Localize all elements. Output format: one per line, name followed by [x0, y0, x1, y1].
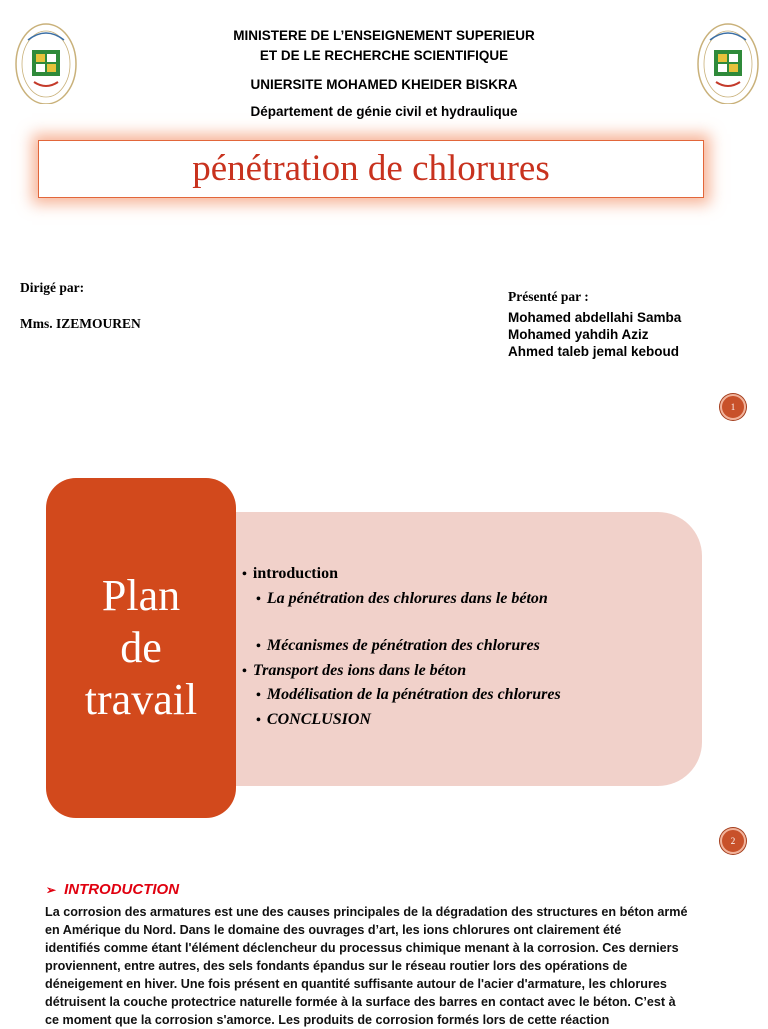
document-title: pénétration de chlorures: [192, 148, 550, 189]
department-name: Département de génie civil et hydraulique: [250, 104, 518, 119]
list-item: [242, 634, 561, 659]
arrow-bullet-icon: ➢: [46, 883, 57, 897]
introduction-paragraph: [45, 903, 748, 1029]
list-item: [242, 562, 561, 587]
bullet-icon: •: [256, 712, 261, 728]
plan-item-label: CONCLUSION: [266, 710, 371, 728]
university-name: UNIERSITE MOHAMED KHEIDER BISKRA: [250, 77, 518, 92]
list-item: [242, 683, 561, 708]
paragraph-line: déneigement en hiver. Une fois présent en quantité suffisante autour de l'acier d'armature, les chlorures: [45, 977, 667, 991]
plan-item-label: Transport des ions dans le béton: [252, 661, 467, 679]
bullet-icon: •: [256, 639, 261, 654]
paragraph-line: La corrosion des armatures est une des causes principales de la dégradation des structures en béton armé: [45, 905, 688, 919]
plan-item-label: Mécanismes de pénétration des chlorures: [266, 637, 540, 654]
presenter-name: Mohamed abdellahi Samba: [508, 310, 682, 325]
bullet-icon: •: [242, 567, 247, 582]
plan-item-label: Modélisation de la pénétration des chlorures: [266, 686, 561, 703]
presenter-name: Ahmed taleb jemal keboud: [508, 344, 680, 359]
bullet-icon: •: [256, 688, 261, 703]
university-logo-right: [696, 20, 760, 104]
bullet-icon: •: [256, 591, 261, 607]
plan-title-line: Plan: [101, 571, 181, 620]
plan-title-line: de: [120, 623, 162, 672]
title-box: [38, 140, 704, 198]
plan-item-label: introduction: [252, 565, 338, 582]
supervisor-label: Dirigé par:: [20, 280, 85, 295]
plan-list: [242, 562, 561, 732]
introduction-heading-text: INTRODUCTION: [64, 881, 180, 898]
page-number-badge: 2: [720, 828, 746, 854]
list-item: [242, 659, 561, 684]
supervisor-name: Mms. IZEMOUREN: [20, 316, 141, 331]
bullet-icon: •: [242, 663, 247, 679]
paragraph-line: détruisent la couche protectrice naturelle formée à la surface des barres en contact avec le béton. C’est à: [45, 995, 676, 1009]
plan-title-box: [46, 478, 236, 818]
page-number-badge: 1: [720, 394, 746, 420]
university-logo-left: [14, 20, 78, 104]
list-item: [242, 708, 561, 733]
plan-title-line: travail: [84, 675, 198, 724]
list-item: [242, 587, 561, 612]
paragraph-line: proviennent, entre autres, des sels fondants épandus sur le réseau routier lors des opérations de: [45, 959, 628, 973]
presenters-label: Présenté par :: [508, 289, 589, 304]
ministry-line-1: MINISTERE DE L’ENSEIGNEMENT SUPERIEUR: [233, 28, 535, 43]
presenter-name: Mohamed yahdih Aziz: [508, 327, 649, 342]
presenters-list: [508, 309, 681, 360]
introduction-heading: [46, 881, 179, 898]
paragraph-line: identifiés comme étant l'élément déclencheur du processus chimique menant à la corrosion. Ces derniers: [45, 941, 679, 955]
paragraph-line: en Amérique du Nord. Dans le domaine des ouvrages d’art, les ions chlorures ont clairement été: [45, 923, 622, 937]
ministry-line-2: ET DE LE RECHERCHE SCIENTIFIQUE: [259, 48, 509, 63]
plan-item-label: La pénétration des chlorures dans le béton: [266, 589, 548, 607]
paragraph-line: ce moment que la corrosion s'amorce. Les produits de corrosion formés lors de cette réaction: [45, 1013, 610, 1027]
